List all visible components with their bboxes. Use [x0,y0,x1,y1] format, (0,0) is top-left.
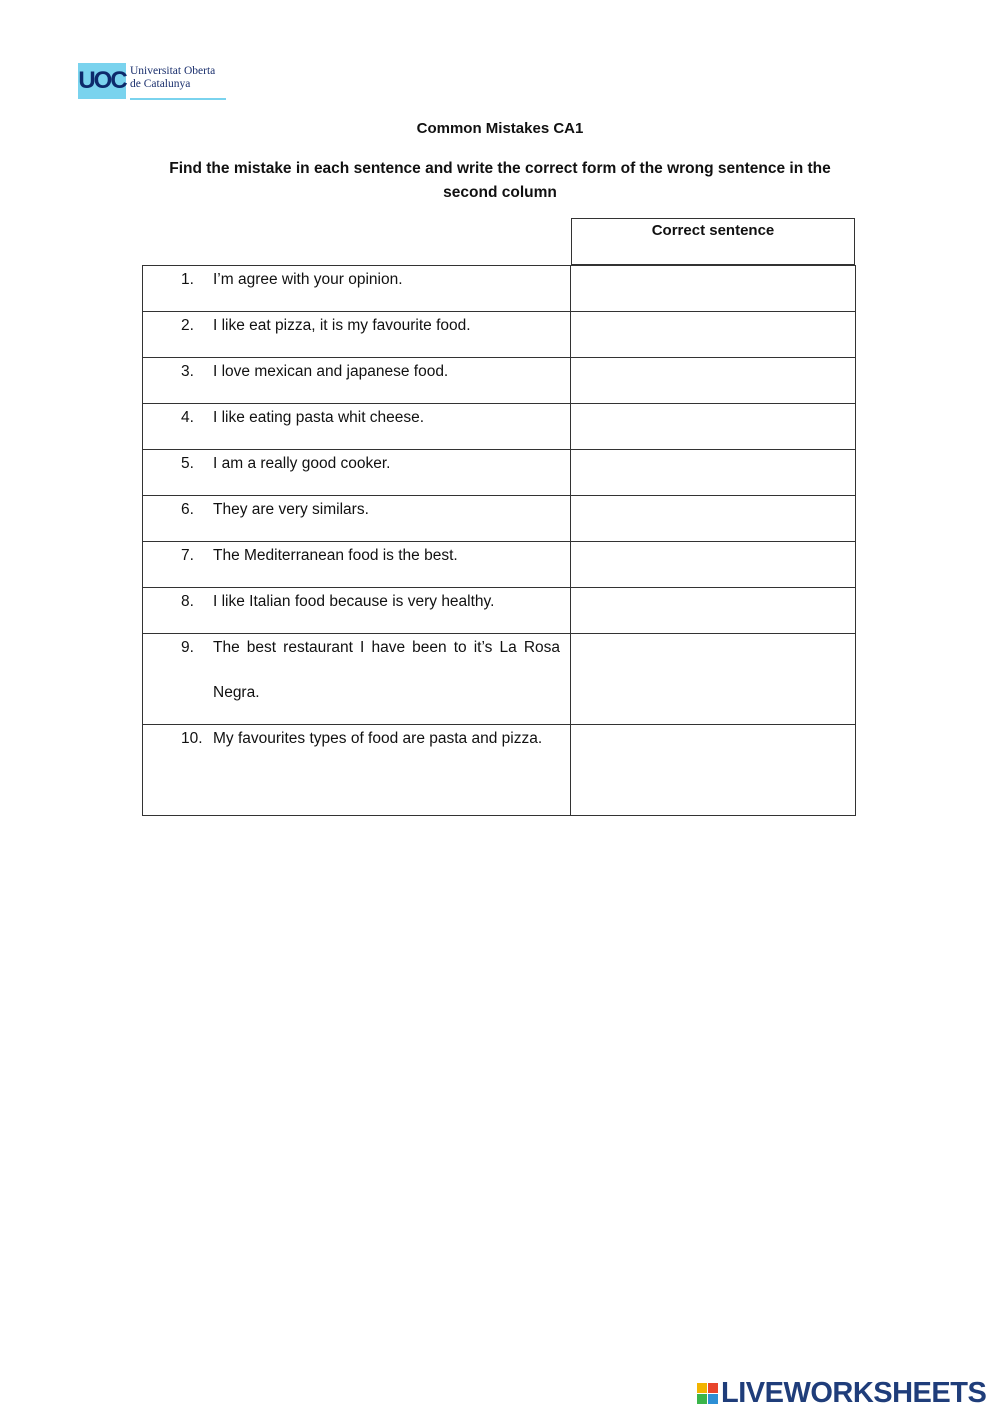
mistake-sentence: The best restaurant I have been to it’s La Rosa Negra. [213,639,560,701]
answer-cell[interactable] [571,404,855,449]
item-number: 4. [181,409,194,426]
answer-cell[interactable] [571,450,855,495]
table-row [143,403,855,449]
mistake-sentence: My favourites types of food are pasta and pizza. [213,730,543,747]
liveworksheets-icon [697,1383,718,1404]
mistake-sentence: I like eating pasta whit cheese. [213,409,425,426]
mistake-cell [143,634,571,724]
table-row [143,449,855,495]
answer-cell[interactable] [571,266,855,311]
uoc-logo [78,63,228,101]
correct-sentence-header: Correct sentence [571,218,855,265]
item-number: 9. [181,639,194,656]
answer-cell[interactable] [571,312,855,357]
item-number: 3. [181,363,194,380]
mistake-sentence: I’m agree with your opinion. [213,271,403,288]
item-number: 1. [181,271,194,288]
mistake-cell [143,404,571,449]
table-row [143,633,855,724]
item-number: 6. [181,501,194,518]
mistake-sentence: I like eat pizza, it is my favourite food. [213,317,471,334]
answer-cell[interactable] [571,542,855,587]
mistake-sentence: I like Italian food because is very healthy. [213,593,495,610]
item-number: 10. [181,730,203,747]
mistake-cell [143,358,571,403]
mistake-sentence: They are very similars. [213,501,369,518]
table-row [143,357,855,403]
answer-cell[interactable] [571,725,855,815]
liveworksheets-logo [697,1378,986,1408]
uoc-logo-text [130,65,215,91]
worksheet-instructions: Find the mistake in each sentence and write the correct form of the wrong sentence in the second column [169,160,831,201]
answer-cell[interactable] [571,496,855,541]
mistake-cell [143,450,571,495]
worksheet-title: Common Mistakes CA1 [416,120,584,137]
mistake-sentence: I am a really good cooker. [213,455,391,472]
liveworksheets-wordmark: LIVEWORKSHEETS [721,1376,987,1409]
mistake-cell [143,312,571,357]
mistake-cell [143,725,571,815]
mistakes-table [142,265,856,816]
mistake-sentence: The Mediterranean food is the best. [213,547,458,564]
mistake-cell [143,266,571,311]
table-row [143,724,855,815]
item-number: 8. [181,593,194,610]
table-row [143,541,855,587]
answer-cell[interactable] [571,634,855,724]
table-row [143,311,855,357]
mistake-cell [143,496,571,541]
uoc-logo-mark: UOC [78,63,126,99]
table-row [143,265,855,311]
item-number: 5. [181,455,194,472]
table-row [143,495,855,541]
answer-cell[interactable] [571,358,855,403]
mistake-sentence: I love mexican and japanese food. [213,363,449,380]
answer-cell[interactable] [571,588,855,633]
item-number: 7. [181,547,194,564]
uoc-logo-underline [130,98,226,100]
item-number: 2. [181,317,194,334]
uoc-logo-line-1: Universitat Oberta [130,65,216,77]
mistake-cell [143,542,571,587]
uoc-logo-line-2: de Catalunya [130,78,191,90]
